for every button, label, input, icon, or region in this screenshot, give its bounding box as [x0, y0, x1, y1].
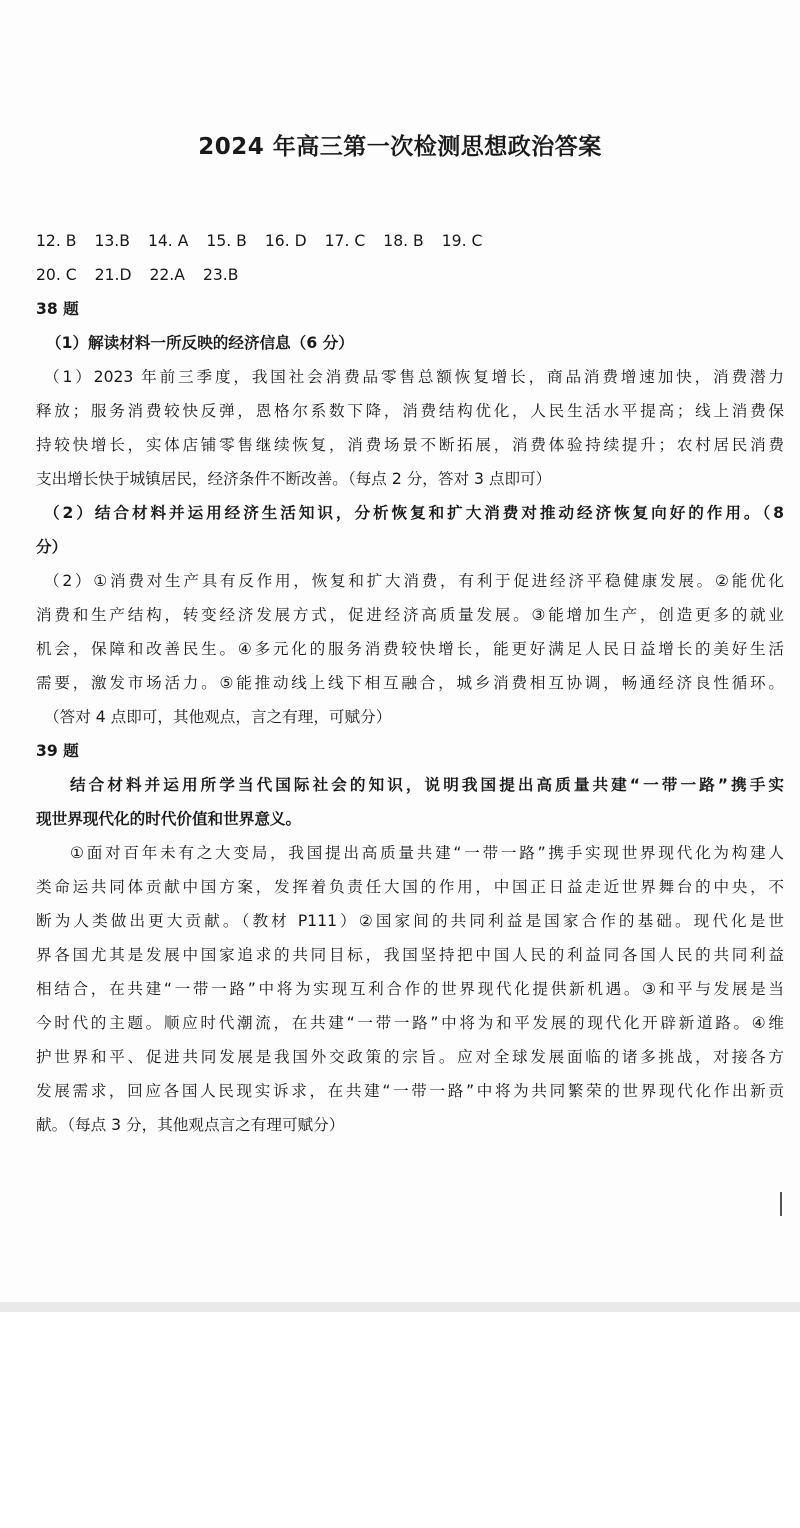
prompt-line: 结合材料并运用所学当代国际社会的知识，说明我国提出高质量共建“一带一路”携手实 — [70, 776, 784, 794]
choice-answers-row-2 — [36, 258, 784, 292]
answer-line: 发展需求，回应各国人民现实诉求，在共建“一带一路”中将为共同繁荣的世界现代化作出新贡 — [36, 1082, 784, 1100]
question-38-heading: 38 题 — [36, 300, 79, 318]
answer-line: 释放；服务消费较快反弹，恩格尔系数下降，消费结构优化，人民生活水平提高；线上消费保 — [36, 402, 784, 420]
answer-line: 机会，保障和改善民生。④多元化的服务消费较快增长，能更好满足人民日益增长的美好生活 — [36, 640, 784, 658]
answer-line: 消费和生产结构，转变经济发展方式，促进经济高质量发展。③能增加生产，创造更多的就业 — [36, 606, 784, 624]
answer-content — [36, 224, 784, 1142]
q38-part1-answer — [36, 360, 784, 496]
answer-line: 需要，激发市场活力。⑤能推动线上线下相互融合，城乡消费相互协调，畅通经济良性循环。 — [36, 674, 784, 692]
question-39-heading: 39 题 — [36, 742, 79, 760]
choice-answer: 22.A — [149, 266, 185, 284]
choice-answer: 17. C — [324, 232, 366, 250]
choice-answer: 16. D — [264, 232, 307, 250]
page-edge-mark — [780, 1192, 782, 1216]
answer-line: 断为人类做出更大贡献。（教材 P111）②国家间的共同利益是国家合作的基础。现代化是世 — [36, 912, 784, 930]
choice-answer: 14. A — [147, 232, 189, 250]
answer-line: 支出增长快于城镇居民，经济条件不断改善。（每点 2 分，答对 3 点即可） — [36, 470, 552, 488]
choice-answer: 13.B — [94, 232, 130, 250]
choice-answer: 12. B — [36, 232, 77, 250]
q39-answer — [36, 836, 784, 1142]
prompt-line: 现世界现代化的时代价值和世界意义。 — [36, 810, 302, 828]
choice-answer: 21.D — [94, 266, 132, 284]
answer-line: 相结合，在共建“一带一路”中将为实现互利合作的世界现代化提供新机遇。③和平与发展是当 — [36, 980, 784, 998]
choice-answer: 18. B — [383, 232, 424, 250]
answer-line: 界各国尤其是发展中国家追求的共同目标，我国坚持把中国人民的利益同各国人民的共同利益 — [36, 946, 784, 964]
choice-answer: 19. C — [441, 232, 483, 250]
choice-answers-row-1 — [36, 224, 784, 258]
choice-answer: 15. B — [206, 232, 247, 250]
answer-line: 持较快增长，实体店铺零售继续恢复，消费场景不断拓展，消费体验持续提升；农村居民消费 — [36, 436, 784, 454]
answer-line: 今时代的主题。顺应时代潮流，在共建“一带一路”中将为和平发展的现代化开辟新道路。④维 — [36, 1014, 784, 1032]
prompt-line: （2）结合材料并运用经济生活知识，分析恢复和扩大消费对推动经济恢复向好的作用。（8 — [44, 504, 784, 522]
page-divider — [0, 1302, 800, 1312]
answer-line: （2）①消费对生产具有反作用，恢复和扩大消费，有利于促进经济平稳健康发展。②能优化 — [44, 572, 784, 590]
q38-part1-prompt: （1）解读材料一所反映的经济信息（6 分） — [46, 334, 354, 352]
answer-line: 献。（每点 3 分，其他观点言之有理可赋分） — [36, 1116, 345, 1134]
answer-line: ①面对百年未有之大变局，我国提出高质量共建“一带一路”携手实现世界现代化为构建人 — [70, 844, 784, 862]
q38-part2-prompt — [36, 496, 784, 564]
answer-line: （答对 4 点即可，其他观点，言之有理，可赋分） — [44, 708, 392, 726]
choice-answer: 23.B — [202, 266, 239, 284]
document-title: 2024 年高三第一次检测思想政治答案 — [198, 134, 602, 160]
q38-part2-answer — [36, 564, 784, 734]
prompt-line: 分） — [36, 538, 68, 556]
q39-prompt — [36, 768, 784, 836]
choice-answer: 20. C — [36, 266, 77, 284]
answer-line: （1）2023 年前三季度，我国社会消费品零售总额恢复增长，商品消费增速加快，消费潜力 — [44, 368, 784, 386]
blank-area — [0, 1312, 800, 1528]
answer-line: 护世界和平、促进共同发展是我国外交政策的宗旨。应对全球发展面临的诸多挑战，对接各方 — [36, 1048, 784, 1066]
answer-line: 类命运共同体贡献中国方案，发挥着负责任大国的作用，中国正日益走近世界舞台的中央，不 — [36, 878, 784, 896]
